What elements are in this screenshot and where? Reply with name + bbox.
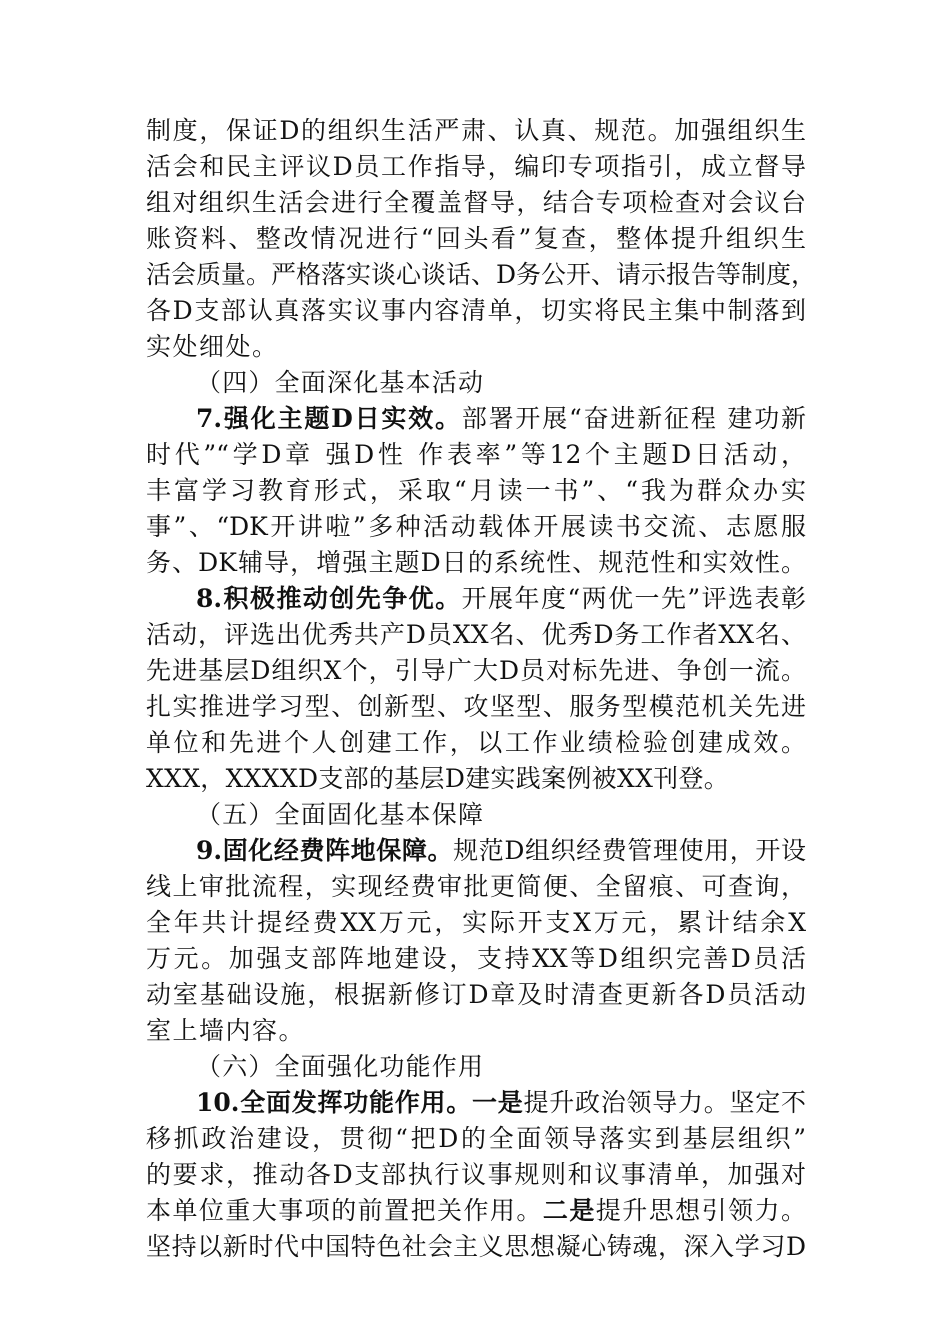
- text-line: 丰富学习教育形式，采取“月读一书”、“我为群众办实: [146, 476, 806, 505]
- item-title: 8.积极推动创先争优。: [196, 584, 462, 613]
- text-line: 扎实推进学习型、创新型、攻坚型、服务型模范机关先进: [146, 692, 806, 721]
- item-title: 9.固化经费阵地保障。: [196, 836, 454, 865]
- section-heading: （六）全面强化功能作用: [196, 1052, 485, 1081]
- text-line: 实处细处。: [146, 332, 279, 361]
- text-line: 线上审批流程，实现经费审批更简便、全留痕、可查询，: [146, 872, 806, 901]
- text-line: 动室基础设施，根据新修订D章及时清查更新各D员活动: [146, 980, 806, 1009]
- text-line: 务、DK辅导，增强主题D日的系统性、规范性和实效性。: [146, 548, 806, 577]
- item-line: 8.积极推动创先争优。开展年度“两优一先”评选表彰: [196, 584, 806, 613]
- text-line: 活会和民主评议D员工作指导，编印专项指引，成立督导: [146, 152, 806, 181]
- item-title: 10.全面发挥功能作用。: [196, 1088, 472, 1117]
- text-line: 单位和先进个人创建工作，以工作业绩检验创建成效。: [146, 728, 806, 757]
- text-line: 制度，保证D的组织生活严肃、认真、规范。加强组织生: [146, 116, 806, 145]
- text-line: XXX，XXXXD支部的基层D建实践案例被XX刊登。: [146, 764, 730, 793]
- text-line: 移抓政治建设，贯彻“把D的全面领导落实到基层组织”: [146, 1124, 806, 1153]
- section-heading: （五）全面固化基本保障: [196, 800, 485, 829]
- text-line: 先进基层D组织X个，引导广大D员对标先进、争创一流。: [146, 656, 806, 685]
- item-title: 7.强化主题D日实效。: [196, 404, 462, 433]
- item-line: 10.全面发挥功能作用。一是提升政治领导力。坚定不: [196, 1088, 806, 1117]
- text-line: 事”、“DK开讲啦”多种活动载体开展读书交流、志愿服: [146, 512, 806, 541]
- emphasis-label: 二是: [542, 1196, 596, 1225]
- section-heading: （四）全面深化基本活动: [196, 368, 485, 397]
- text-line: 账资料、整改情况进行“回头看”复查，整体提升组织生: [146, 224, 806, 253]
- text-line: 室上墙内容。: [146, 1016, 306, 1045]
- text-line: 的要求，推动各D支部执行议事规则和议事清单，加强对: [146, 1160, 806, 1189]
- item-line: 9.固化经费阵地保障。规范D组织经费管理使用，开设: [196, 836, 806, 865]
- emphasis-label: 一是: [471, 1088, 524, 1117]
- item-line: 7.强化主题D日实效。部署开展“奋进新征程 建功新: [196, 404, 807, 433]
- text-line: 万元。加强支部阵地建设，支持XX等D组织完善D员活: [146, 944, 806, 973]
- text-line: 全年共计提经费XX万元，实际开支X万元，累计结余X: [146, 908, 806, 937]
- text-line: 组对组织生活会进行全覆盖督导，结合专项检查对会议台: [146, 188, 806, 217]
- text-line: 活动，评选出优秀共产D员XX名、优秀D务工作者XX名、: [146, 620, 806, 649]
- text-line: 时代”“学D章 强D性 作表率”等12个主题D日活动，: [146, 440, 806, 469]
- text-line: 坚持以新时代中国特色社会主义思想凝心铸魂，深入学习D: [146, 1232, 806, 1261]
- text-line: 本单位重大事项的前置把关作用。二是提升思想引领力。: [146, 1196, 806, 1225]
- text-line: 活会质量。严格落实谈心谈话、D务公开、请示报告等制度，: [146, 260, 817, 289]
- text-line: 各D支部认真落实议事内容清单，切实将民主集中制落到: [146, 296, 806, 325]
